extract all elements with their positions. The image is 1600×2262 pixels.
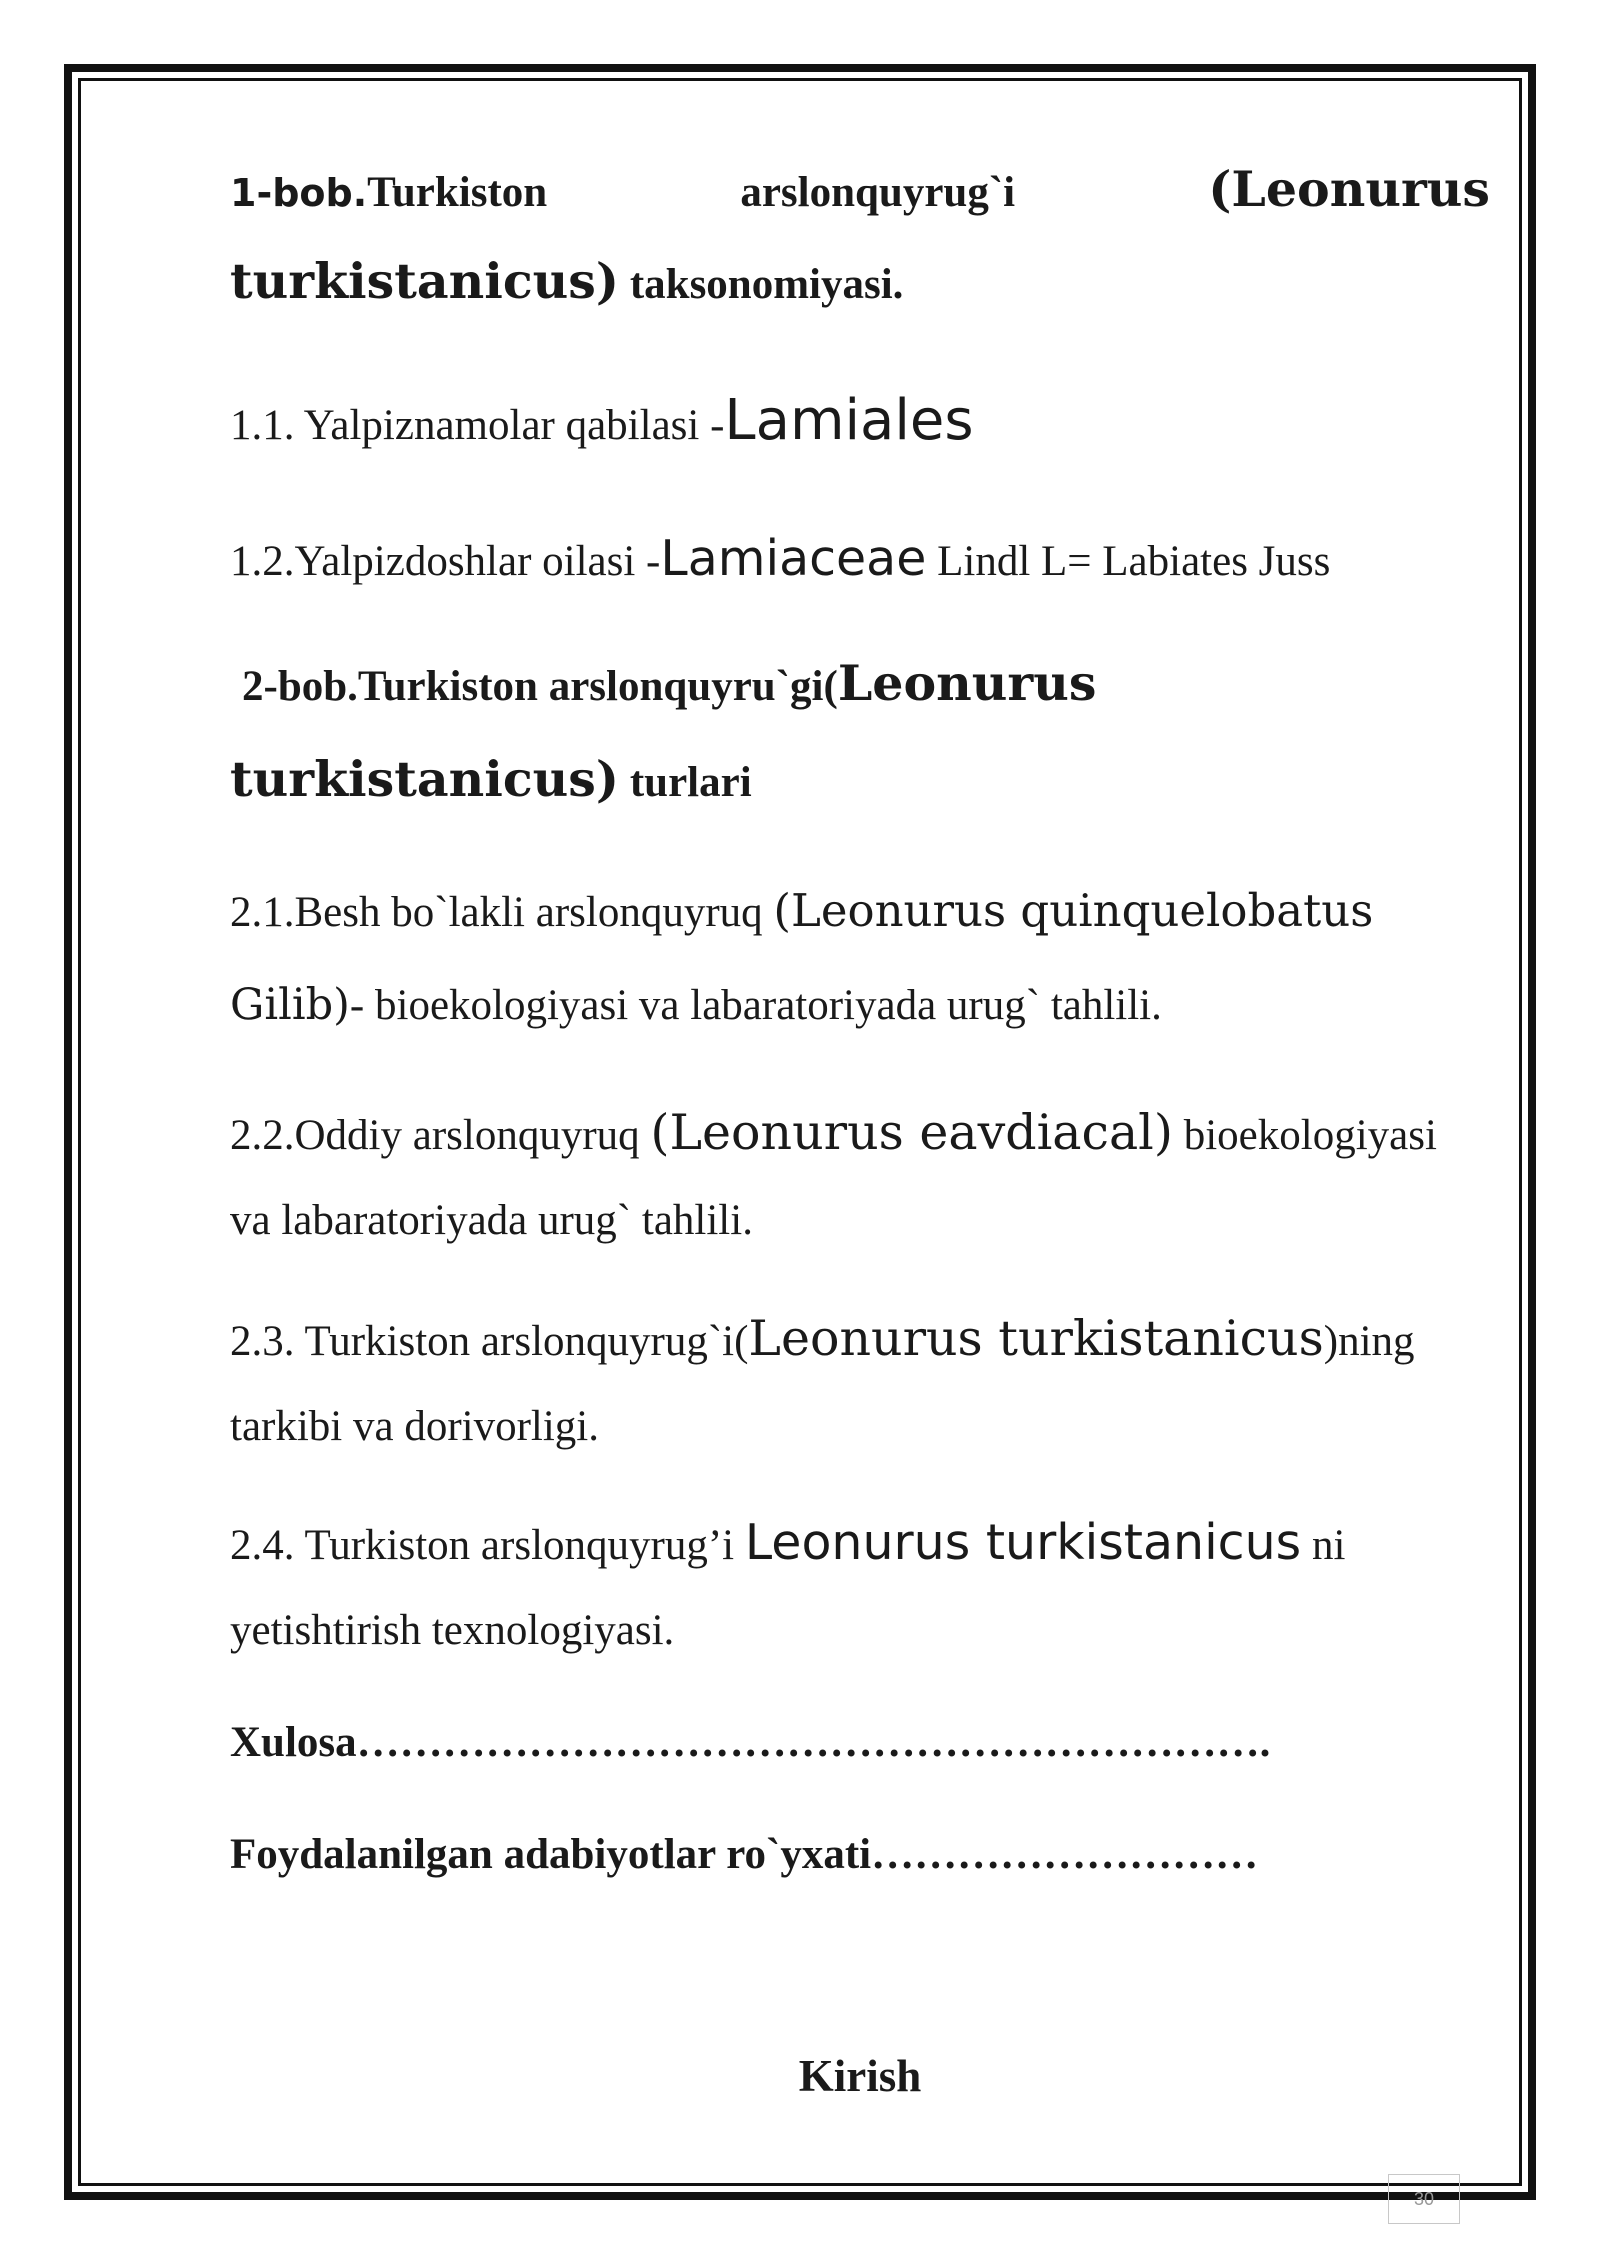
- section-2-1-line1: [230, 884, 1373, 937]
- chapter2-title-end: turlari: [619, 759, 752, 806]
- section-1-2-rest: Lindl L= Labiates Juss: [926, 538, 1331, 585]
- conclusion-entry: Xulosa……………………………………………………….: [230, 1719, 1271, 1766]
- section-2-4-latin: Leonurus turkistanicus: [744, 1514, 1302, 1571]
- section-2-2-text2: va labaratoriyada urug` tahlili.: [230, 1197, 753, 1244]
- section-2-2-line2: [230, 1196, 753, 1245]
- chapter1-heading-line2: [230, 252, 903, 310]
- section-2-3-rest: )ning: [1323, 1318, 1415, 1365]
- section-2-3-text: 2.3. Turkiston arslonquyrug`i(: [230, 1318, 749, 1365]
- section-2-4-text2: yetishtirish texnologiyasi.: [230, 1607, 675, 1654]
- section-2-2-latin: (Leonurus eavdiacal): [650, 1104, 1173, 1161]
- chapter2-species: turkistanicus): [230, 750, 620, 808]
- intro-heading: Kirish: [798, 2051, 922, 2101]
- chapter2-heading-line2: [230, 750, 752, 808]
- section-2-2-text: 2.2.Oddiy arslonquyruq: [230, 1112, 651, 1159]
- chapter2-title-start: 2-bob.Turkiston arslonquyru`gi(: [242, 663, 838, 710]
- section-2-3-line2: [230, 1402, 599, 1451]
- section-2-4-line1: [230, 1514, 1345, 1571]
- section-2-4-line2: [230, 1606, 674, 1655]
- chapter1-species: turkistanicus): [230, 252, 620, 310]
- section-1-1-text: 1.1. Yalpiznamolar qabilasi -: [230, 402, 725, 449]
- page-number: 30: [1413, 2188, 1435, 2209]
- section-2-4-rest: ni: [1301, 1522, 1346, 1569]
- section-2-1-author: Gilib): [230, 980, 350, 1030]
- page-number-badge: [1388, 2174, 1460, 2224]
- section-2-1-rest: - bioekologiyasi va labaratoriyada urug` tahlili.: [349, 982, 1162, 1029]
- chapter1-prefix: 1-bob.: [230, 171, 368, 215]
- section-2-3-text2: tarkibi va dorivorligi.: [230, 1403, 600, 1450]
- chapter1-heading-line1: [230, 160, 1490, 218]
- section-1-2-text: 1.2.Yalpizdoshlar oilasi -: [230, 538, 661, 585]
- chapter1-title-end: taksonomiyasi.: [619, 261, 904, 308]
- chapter1-word-turkiston: Turkiston: [367, 169, 548, 216]
- section-2-1-latin: (Leonurus quinquelobatus: [773, 884, 1374, 937]
- references-entry: Foydalanilgan adabiyotlar ro`yxati………………………: [230, 1831, 1259, 1878]
- section-1-2-latin: Lamiaceae: [660, 530, 927, 587]
- section-1-1: [230, 388, 974, 453]
- chapter1-word-arslonquyrugi: arslonquyrug`i: [740, 169, 1016, 216]
- section-2-2-line1: [230, 1104, 1437, 1161]
- section-2-4-text: 2.4. Turkiston arslonquyrug’i: [230, 1522, 745, 1569]
- section-1-1-latin: Lamiales: [724, 388, 974, 453]
- section-2-3-line1: [230, 1310, 1415, 1367]
- chapter1-word-leonurus: (Leonurus: [1208, 160, 1490, 218]
- section-2-3-latin: Leonurus turkistanicus: [748, 1310, 1324, 1367]
- section-2-1-text: 2.1.Besh bo`lakli arslonquyruq: [230, 889, 774, 936]
- chapter2-heading-line1: [242, 654, 1096, 712]
- chapter2-leonurus: Leonurus: [837, 654, 1097, 712]
- section-2-2-rest: bioekologiyasi: [1172, 1112, 1437, 1159]
- section-1-2: [230, 530, 1330, 587]
- section-2-1-line2: [230, 980, 1162, 1030]
